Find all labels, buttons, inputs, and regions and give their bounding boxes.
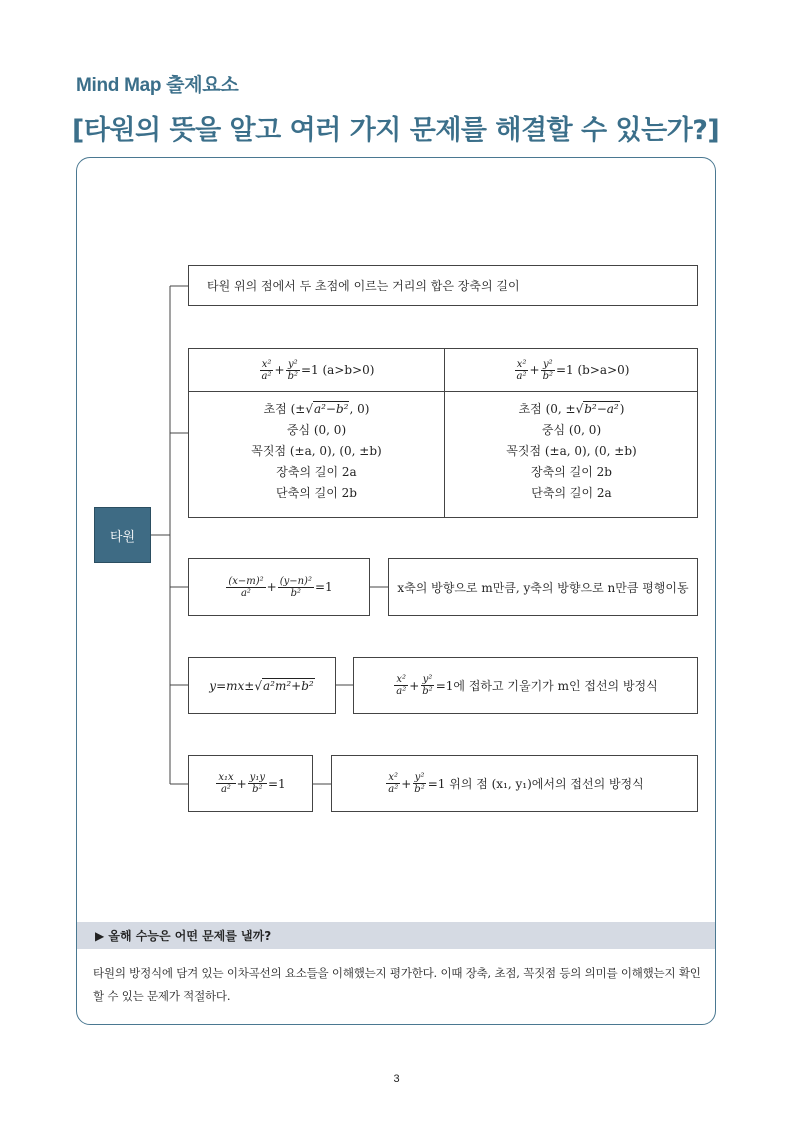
focus-right: 초점 (0, ±√b²−a²) [518, 402, 625, 416]
question-body: 타원의 방정식에 담겨 있는 이차곡선의 요소들을 이해했는지 평가한다. 이때 장축, 초점, 꼭짓점 등의 의미를 이해했는지 확인할 수 있는 문제가 적절하다. [93, 966, 701, 1003]
major-axis-right: 장축의 길이 2b [531, 465, 612, 479]
ellipse-property-table [188, 348, 698, 518]
definition-box [188, 265, 698, 306]
fraction-x1x-a2: $\frac{\text{x₁x}}{\text{a²}}$ [218, 772, 234, 795]
table-header-vertical: $\frac{\text{x²}}{\text{a²}}$ + $\frac{\text{y²}}{\text{b²}}$ =1 (b>a>0) [516, 358, 630, 382]
fraction-x2-a2: $\frac{\text{x²}}{\text{a²}}$ [516, 358, 527, 382]
equation-condition-right: =1 (b>a>0) [556, 363, 630, 377]
tangent-point-description-box: $\frac{\text{x²}}{\text{a²}}$ + $\frac{\text{y²}}{\text{b²}}$ =1 위의 점 (x₁, y₁)에서의 접선의 방정식 [331, 755, 698, 812]
tangent-slope-description-box: $\frac{\text{x²}}{\text{a²}}$ + $\frac{\text{y²}}{\text{b²}}$ =1 에 접하고 기울기가 m인 접선의 방정식 [353, 657, 698, 714]
fraction-y2-b2: $\frac{\text{y²}}{\text{b²}}$ [542, 358, 553, 382]
fraction-y2-b2: $\frac{\text{y²}}{\text{b²}}$ [422, 674, 433, 697]
vertex-left: 꼭짓점 (±a, 0), (0, ±b) [251, 444, 382, 458]
fraction-y2-b2: $\frac{\text{y²}}{\text{b²}}$ [414, 772, 425, 795]
table-column-left [189, 399, 444, 504]
table-row-divider [189, 391, 697, 392]
fraction-x2-a2: $\frac{\text{x²}}{\text{a²}}$ [261, 358, 272, 382]
definition-text: 타원 위의 점에서 두 초점에 이르는 거리의 합은 장축의 길이 [207, 279, 520, 293]
fraction-x2-a2: $\frac{\text{x²}}{\text{a²}}$ [396, 674, 407, 697]
major-axis-left: 장축의 길이 2a [276, 465, 357, 479]
fraction-yn-b2: $\frac{\text{(y−n)²}}{\text{b²}}$ [279, 575, 312, 599]
tangent-slope-equation-box: y=mx± √ a²m²+b² [188, 657, 336, 714]
equation-condition-left: =1 (a>b>0) [301, 363, 375, 377]
center-right: 중심 (0, 0) [541, 423, 602, 437]
translation-description-box [388, 558, 698, 616]
root-node-ellipse: 타원 [94, 507, 151, 563]
fraction-y2-b2: $\frac{\text{y²}}{\text{b²}}$ [287, 358, 298, 382]
translation-description: x축의 방향으로 m만큼, y축의 방향으로 n만큼 평행이동 [397, 580, 689, 595]
table-column-right [444, 399, 699, 504]
page-number: 3 [393, 1073, 400, 1085]
page-title: [타원의 뜻을 알고 여러 가지 문제를 해결할 수 있는가?] [72, 115, 720, 146]
translated-equation-box: $\frac{\text{(x−m)²}}{\text{a²}}$ + $\frac{\text{(y−n)²}}{\text{b²}}$ =1 [188, 558, 370, 616]
minor-axis-left: 단축의 길이 2b [276, 486, 357, 500]
fraction-y1y-b2: $\frac{\text{y₁y}}{\text{b²}}$ [249, 772, 265, 795]
vertex-right: 꼭짓점 (±a, 0), (0, ±b) [506, 444, 637, 458]
focus-left: 초점 (±√a²−b², 0) [263, 402, 370, 416]
tangent-point-equation-box: $\frac{\text{x₁x}}{\text{a²}}$ + $\frac{\text{y₁y}}{\text{b²}}$ =1 [188, 755, 313, 812]
tangent-slope-description: 에 접하고 기울기가 m인 접선의 방정식 [453, 679, 658, 693]
center-left: 중심 (0, 0) [286, 423, 347, 437]
minor-axis-right: 단축의 길이 2a [531, 486, 612, 500]
section-kicker: Mind Map 출제요소 [76, 75, 239, 96]
fraction-x2-a2: $\frac{\text{x²}}{\text{a²}}$ [388, 772, 399, 795]
tangent-point-description: =1 위의 점 (x₁, y₁)에서의 접선의 방정식 [427, 777, 644, 791]
table-header-horizontal: $\frac{\text{x²}}{\text{a²}}$ + $\frac{\text{y²}}{\text{b²}}$ =1 (a>b>0) [261, 358, 375, 382]
fraction-xm-a2: $\frac{\text{(x−m)²}}{\text{a²}}$ [228, 575, 264, 599]
question-heading-bar: ▶ 올해 수능은 어떤 문제를 낼까? [77, 922, 715, 949]
